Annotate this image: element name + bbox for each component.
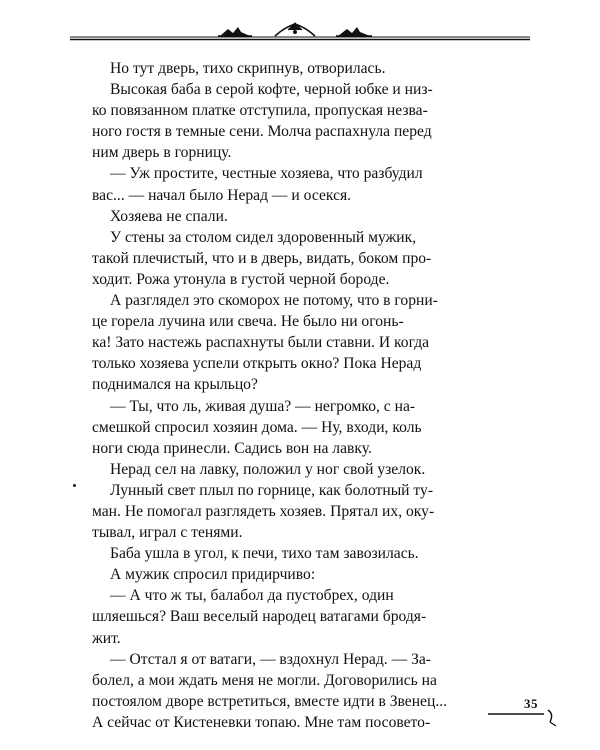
paragraph: Высокая баба в серой кофте, черной юбке и низ- ко повязанном платке отступила, пропуская незва- ного гостя в темные сени. Молча распахнула перед ним дверь в горницу. xyxy=(92,81,433,162)
paragraph: У стены за столом сидел здоровенный мужик, такой плечистый, что и в дверь, видать, боком про- ходит. Рожа утонула в густой черной бороде. xyxy=(92,228,432,288)
paragraph: — Отстал я от ватаги, — вздохнул Нерад. — За- болел, а мои ждать меня не могли. Договорились на постоялом дворе встретиться, вместе идти в Звенец... А сейчас от Кистеневки топаю. Мне там посовето- xyxy=(92,650,448,731)
header-ornament xyxy=(70,14,530,44)
paragraph: Но тут дверь, тихо скрипнув, отворилась. xyxy=(110,60,386,77)
page-footer xyxy=(470,692,560,732)
text-column xyxy=(92,58,490,733)
margin-mark xyxy=(73,484,76,487)
footer-corner-ornament-icon xyxy=(470,692,560,732)
paragraph: А разглядел это скоморох не потому, что в горни- це горела лучина или свеча. Не было ни огонь- ка! Зато настежь распахнуты были ставни. И когда только хозяева успели открыть окно? Пока Нерад поднимался на крыльцо? xyxy=(92,292,438,394)
paragraph: — А что ж ты, балабол да пустобрех, один шляешься? Ваш веселый народец ватагами бродя- жит. xyxy=(92,587,427,647)
paragraph: — Уж простите, честные хозяева, что разбудил вас... — начал было Нерад — и осекся. xyxy=(92,165,423,204)
page-number: 35 xyxy=(524,696,538,711)
paragraph: Баба ушла в угол, к печи, тихо там завозилась. xyxy=(110,545,419,563)
paragraph: Лунный свет плыл по горнице, как болотный ту- ман. Не помогал разглядеть хозяев. Прятал их, оку- тывал, играл с тенями. xyxy=(92,481,435,542)
paragraph: Хозяева не спали. xyxy=(110,207,228,225)
header-ornament-icon xyxy=(70,14,530,44)
paragraph: Нерад сел на лавку, положил у ног свой узелок. xyxy=(110,460,426,478)
paragraph: А мужик спросил придирчиво: xyxy=(110,566,316,584)
paragraph: — Ты, что ль, живая душа? — негромко, с на- смешкой спросил хозяин дома. — Ну, входи, коль ноги сюда принесли. Садись вон на лавку. xyxy=(92,397,422,457)
